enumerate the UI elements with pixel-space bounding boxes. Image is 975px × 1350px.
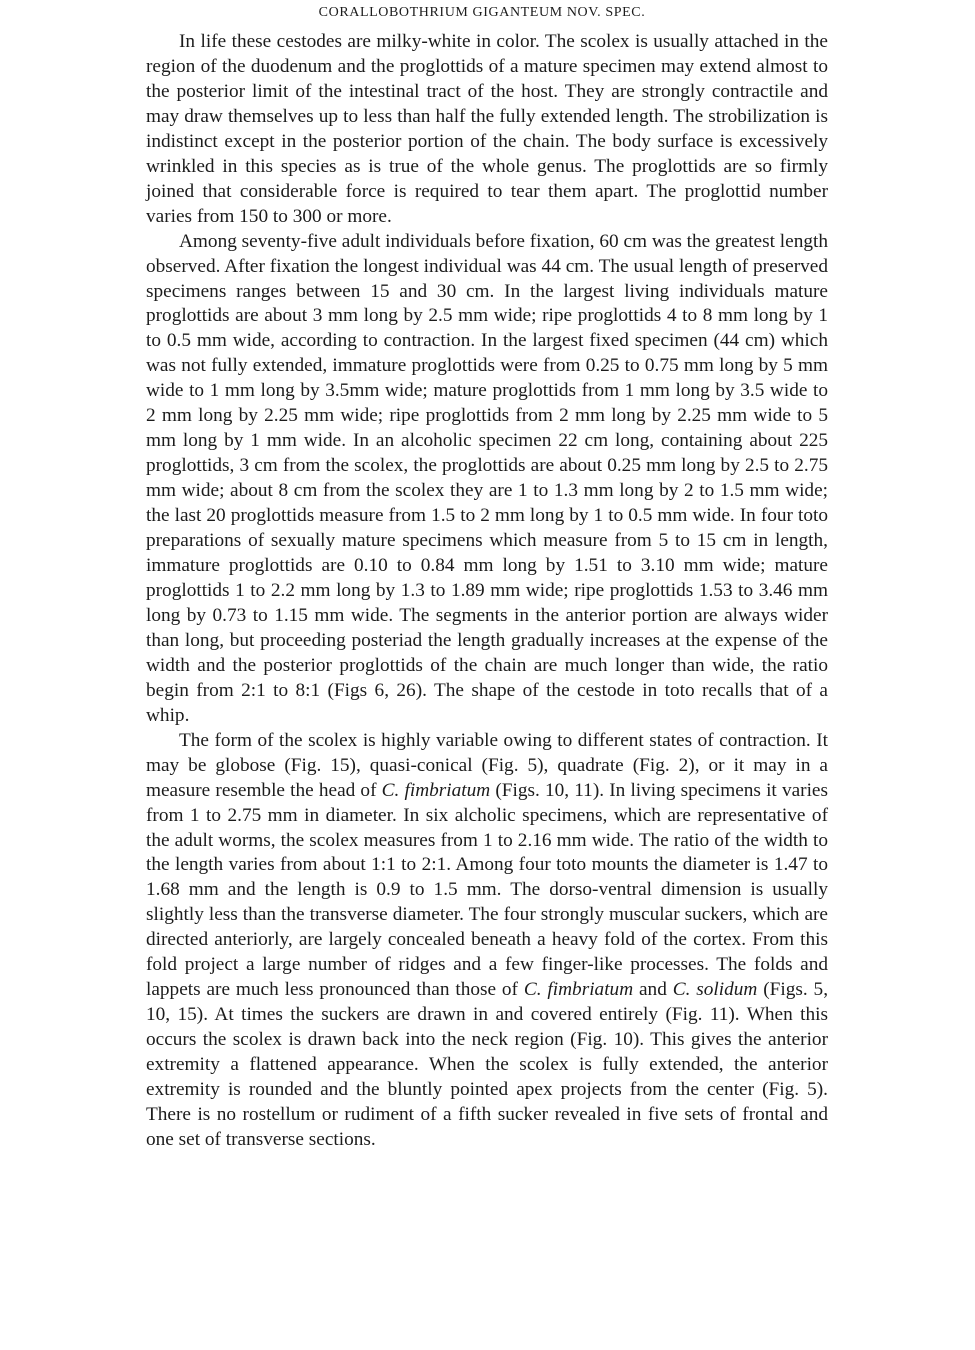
paragraph-text: The form of the scolex is highly variable owing to different states of contraction. It may be globose (Fig. 15), quasi-conical (Fig. 5), quadrate (Fig. 2), or it may in a measure resemble the head of bbox=[146, 729, 828, 801]
paragraph-text: and bbox=[633, 979, 673, 1001]
paragraph-text: In life these cestodes are milky-white in color. The scolex is usually attached in the region of the duodenum and the proglottids of a mature specimen may extend almost to the posterior limit of the intestinal tract of the host. They are strongly contractile and may draw themselves up to less than half the fully extended length. The strobilization is indistinct except in the posterior portion of the chain. The body surface is excessively wrinkled in this species as is true of the whole genus. The proglottids are so firmly joined that considerable force is required to tear them apart. The proglottid number varies from 150 to 300 or more. bbox=[146, 31, 828, 227]
paragraph-measurements bbox=[146, 230, 828, 729]
paragraph-text: (Figs. 5, 10, 15). At times the suckers are drawn in and covered entirely (Fig. 11). When this occurs the scolex is drawn back into the neck region (Fig. 10). This gives the anterior extremity a flattened appearance. When the scolex is fully extended, the anterior extremity is rounded and the bluntly pointed apex projects from the center (Fig. 5). There is no rostellum or rudiment of a fifth sucker revealed in five sets of frontal and one set of transverse sections. bbox=[146, 979, 829, 1150]
paragraph-scolex bbox=[146, 729, 828, 1153]
species-name: C. fimbriatum bbox=[523, 979, 634, 1001]
species-name: C. fimbriatum bbox=[381, 779, 491, 801]
running-head: CORALLOBOTHRIUM GIGANTEUM NOV. SPEC. bbox=[318, 5, 646, 20]
page bbox=[146, 4, 828, 1153]
paragraph-text: (Figs. 10, 11). In living specimens it varies from 1 to 2.75 mm in diameter. In six alcholic specimens, which are representative of the adult worms, the scolex measures from 1 to 2.16 mm wide. The ratio of the width to the length varies from about 1:1 to 2:1. Among four toto mounts the diameter is 1.47 to 1.68 mm and the length is 0.9 to 1.5 mm. The dorso-ventral dimension is usually slightly less than the transverse diameter. The four strongly muscular suckers, which are directed anteriorly, are largely concealed beneath a heavy fold of the cortex. From this fold project a large number of ridges and a few finger-like processes. The folds and lappets are much less pronounced than those of bbox=[146, 779, 828, 1001]
paragraph-life-description bbox=[146, 30, 828, 230]
species-name: C. solidum bbox=[672, 979, 758, 1001]
paragraph-text: Among seventy-five adult individuals before fixation, 60 cm was the greatest length observed. After fixation the longest individual was 44 cm. The usual length of preserved specimens ranges between 15 and 30 cm. In the largest living individuals mature proglottids are about 3 mm long by 2.5 mm wide; ripe proglottids 4 to 8 mm long by 1 to 0.5 mm wide, according to contraction. In the largest fixed specimen (44 cm) which was not fully extended, immature proglottids were from 0.25 to 0.75 mm long by 5 mm wide to 1 mm long by 3.5mm wide; mature proglottids from 1 mm long by 3.5 wide to 2 mm long by 2.25 mm wide; ripe proglottids from 2 mm long by 2.25 mm wide to 5 mm long by 1 mm wide. In an alcoholic specimen 22 cm long, containing about 225 proglottids, 3 cm from the scolex, the proglottids are about 0.25 mm long by 2.5 to 2.75 mm wide; about 8 cm from the scolex they are 1 to 1.3 mm long by 2 to 1.5 mm wide; the last 20 proglottids measure from 1.5 to 2 mm long by 1 to 0.5 mm wide. In four toto preparations of sexually mature specimens which measure from 5 to 15 cm in length, immature proglottids are 0.10 to 0.84 mm long by 1.51 to 3.10 mm wide; mature proglottids 1 to 2.2 mm long by 1.3 to 1.89 mm wide; ripe proglottids 1.53 to 3.46 mm long by 0.73 to 1.15 mm wide. The segments in the anterior portion are always wider than long, but proceeding posteriad the length gradually increases at the expense of the width and the posterior proglottids of the chain are much longer than wide, the ratio begin from 2:1 to 8:1 (Figs 6, 26). The shape of the cestode in toto recalls that of a whip. bbox=[146, 230, 828, 726]
